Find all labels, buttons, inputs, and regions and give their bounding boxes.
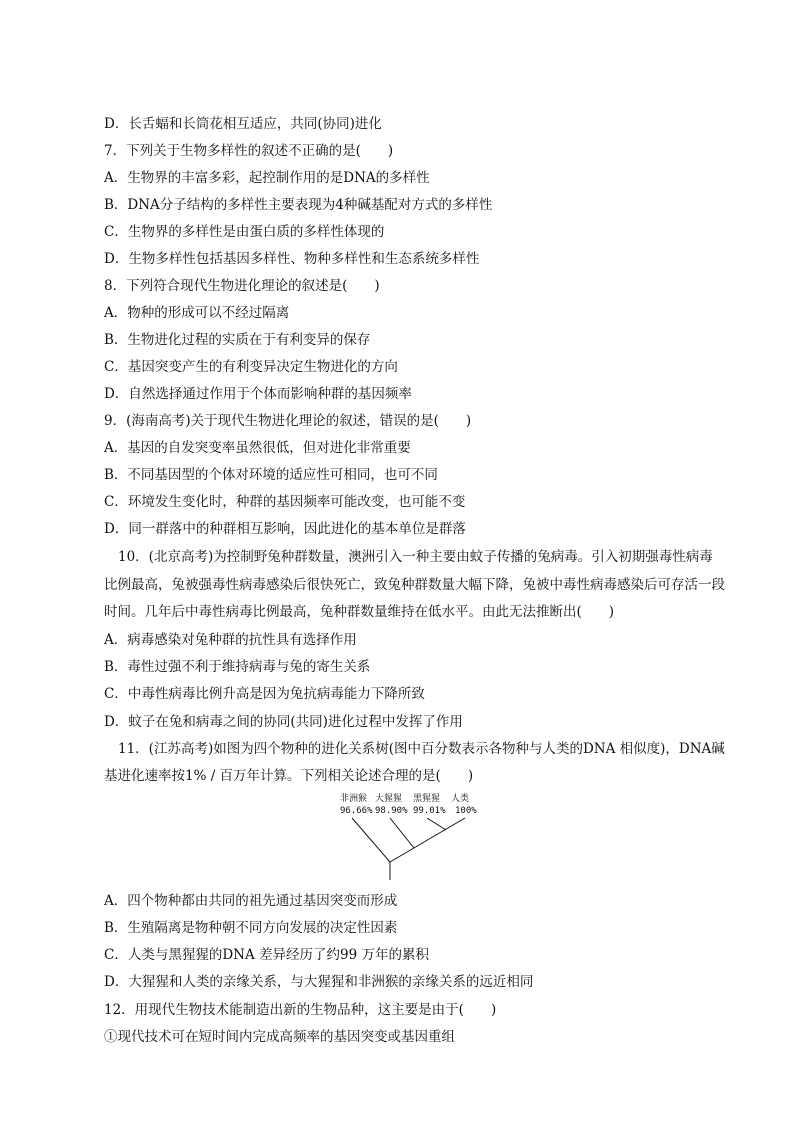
q11-stem-line2: 基进化速率按1% / 百万年计算。下列相关论述合理的是( )	[104, 768, 474, 784]
species-label-0: 非洲猴	[340, 794, 368, 804]
q7-option-c: C．生物界的多样性是由蛋白质的多样性体现的	[104, 224, 385, 240]
q9-option-b: B．不同基因型的个体对环境的适应性可相同，也可不同	[104, 467, 438, 483]
q11-option-d: D．大猩猩和人类的亲缘关系，与大猩猩和非洲猴的亲缘关系的远近相同	[104, 974, 534, 990]
species-label-2: 黑猩猩	[413, 794, 441, 804]
q10-option-b: B．毒性过强不利于维持病毒与兔的寄生关系	[104, 659, 371, 675]
q10-option-a: A．病毒感染对兔种群的抗性具有选择作用	[104, 632, 357, 648]
q7-option-d: D．生物多样性包括基因多样性、物种多样性和生态系统多样性	[104, 251, 480, 267]
tree-branches	[352, 818, 465, 880]
q7-option-a: A．生物界的丰富多彩，起控制作用的是DNA的多样性	[104, 170, 430, 186]
evolution-tree-figure	[330, 792, 490, 884]
q10-stem-line1: 10．(北京高考)为控制野兔种群数量，澳洲引入一种主要由蚊子传播的兔病毒。引入初期强毒性病毒	[118, 549, 713, 565]
q8-option-a: A．物种的形成可以不经过隔离	[104, 305, 290, 321]
q11-option-a: A．四个物种都由共同的祖先通过基因突变而形成	[104, 893, 398, 909]
q10-stem-line3: 时间。几年后中毒性病毒比例最高，兔种群数量维持在低水平。由此无法推断出( )	[104, 604, 615, 620]
q7-option-b: B．DNA分子结构的多样性主要表现为4种碱基配对方式的多样性	[104, 197, 493, 213]
species-label-1: 大猩猩	[375, 794, 403, 804]
q9-option-c: C．环境发生变化时，种群的基因频率可能改变，也可能不变	[104, 494, 466, 510]
similarity-label-0: 96.66%	[340, 806, 373, 816]
q9-stem: 9．(海南高考)关于现代生物进化理论的叙述，错误的是( )	[104, 413, 472, 429]
q11-stem-line1: 11．(江苏高考)如图为四个物种的进化关系树(图中百分数表示各物种与人类的DNA 相似度)，DNA碱	[118, 741, 725, 757]
q8-option-d: D．自然选择通过作用于个体而影响种群的基因频率	[104, 386, 412, 402]
q10-stem-line2: 比例最高，兔被强毒性病毒感染后很快死亡，致兔种群数量大幅下降，兔被中毒性病毒感染后可存活一段	[104, 577, 725, 593]
similarity-label-1: 98.90%	[375, 806, 408, 816]
species-label-3: 人类	[451, 794, 470, 804]
q11-option-b: B．生殖隔离是物种朝不同方向发展的决定性因素	[104, 920, 398, 936]
q10-option-c: C．中毒性病毒比例升高是因为兔抗病毒能力下降所致	[104, 686, 425, 702]
q9-option-a: A．基因的自发突变率虽然很低，但对进化非常重要	[104, 440, 411, 456]
similarity-label-3: 100%	[455, 806, 477, 816]
q7-stem: 7．下列关于生物多样性的叙述不正确的是( )	[104, 143, 394, 159]
q8-stem: 8．下列符合现代生物进化理论的叙述是( )	[104, 278, 380, 294]
q6-option-d: D．长舌蝠和长筒花相互适应，共同(协同)进化	[104, 116, 382, 132]
q8-option-c: C．基因突变产生的有利变异决定生物进化的方向	[104, 359, 398, 375]
q8-option-b: B．生物进化过程的实质在于有利变异的保存	[104, 332, 371, 348]
q10-option-d: D．蚊子在兔和病毒之间的协同(共同)进化过程中发挥了作用	[104, 714, 463, 730]
similarity-label-2: 99.01%	[413, 806, 446, 816]
q12-stem: 12．用现代生物技术能制造出新的生物品种，这主要是由于( )	[104, 1002, 497, 1018]
q9-option-d: D．同一群落中的种群相互影响，因此进化的基本单位是群落	[104, 521, 466, 537]
q11-option-c: C．人类与黑猩猩的DNA 差异经历了约99 万年的累积	[104, 947, 429, 963]
q12-statement-1: ①现代技术可在短时间内完成高频率的基因突变或基因重组	[104, 1029, 455, 1045]
